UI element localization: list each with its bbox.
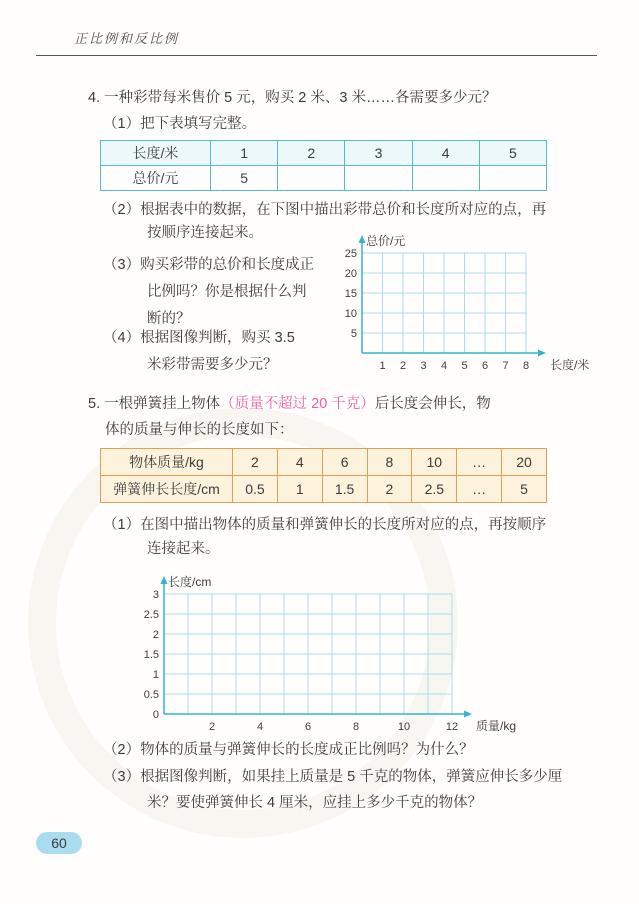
y-tick-label: 3 [152,589,159,601]
value-cell: 3 [345,141,412,166]
x-axis-label: 长度/米 [550,358,590,372]
part-text: 根据图像判断，如果挂上质量是 5 千克的物体，弹簧应伸长多少厘米？要使弹簧伸长 4 厘米，应挂上多少千克的物体？ [140,769,563,811]
y-tick-label: 20 [344,268,357,280]
problem5-part2 [103,739,583,762]
value-cell: 1.5 [322,476,367,503]
part-marker: （3） [103,769,141,785]
x-tick-label: 3 [420,360,427,372]
part-text: 把下表填写完整。 [140,116,257,132]
x-tick-label: 1 [379,360,386,372]
problem4-part3 [103,252,319,333]
problem5-part1 [103,513,551,561]
x-tick-label: 2 [208,721,216,733]
value-cell [479,166,546,191]
chapter-title: 正比例和反比例 [74,31,180,46]
x-tick-label: 4 [440,360,448,372]
x-axis-arrow [538,350,546,357]
problem5-question-highlight: （质量不超过 20 千克） [220,396,375,412]
part-marker: （1） [103,517,141,533]
value-cell: 2 [233,449,278,476]
axes [161,576,473,718]
price-length-table [100,140,547,191]
problem4-title [88,87,588,110]
table-row [101,449,547,476]
problem5-part3 [103,764,565,816]
table-row [101,476,547,503]
y-tick-label: 1 [152,669,159,681]
part-marker: （3） [103,257,141,273]
page-number: 60 [51,835,67,851]
y-tick-label: 1.5 [143,649,159,661]
y-tick-label: 10 [344,308,357,320]
value-cell: … [457,476,502,503]
x-axis-label: 质量/kg [476,719,517,733]
table-row [101,141,547,166]
part-marker: （1） [103,116,141,132]
row-header-cell: 弹簧伸长长度/cm [101,476,233,503]
row-header-cell: 长度/米 [101,141,211,166]
y-tick-label: 5 [350,328,357,340]
x-tick-label: 5 [461,360,468,372]
value-cell: 6 [322,449,367,476]
table-row [101,166,547,191]
y-tick-label: 15 [344,288,357,300]
y-axis-arrow [161,576,168,584]
price-length-chart [336,227,606,382]
y-tick-label: 2 [152,629,159,641]
value-cell [345,166,412,191]
value-cell: 2.5 [412,476,457,503]
y-tick-label: 0.5 [143,689,159,701]
part-text: 物体的质量与弹簧伸长的长度成正比例吗？为什么？ [140,742,474,758]
problem4-part1 [103,113,543,136]
part-text: 根据图像判断，购买 3.5 米彩带需要多少元？ [140,330,295,373]
problem5-question-prefix: 一根弹簧挂上物体 [104,396,221,412]
x-tick-label: 4 [256,721,264,733]
y-axis-arrow [359,235,366,243]
part-marker: （2） [103,742,141,758]
part-marker: （2） [103,202,141,218]
value-cell: 5 [211,166,278,191]
value-cell: 8 [367,449,412,476]
value-cell: 2 [367,476,412,503]
part-text: 购买彩带的总价和长度成正比例吗？你是根据什么判断的？ [140,257,315,327]
value-cell [278,166,345,191]
value-cell: 4 [412,141,479,166]
y-tick-label: 2.5 [143,609,159,621]
mass-stretch-grid-svg [128,568,532,738]
x-axis-arrow [464,711,472,718]
x-tick-label: 2 [399,360,407,372]
price-length-grid-svg [336,227,606,377]
part-text: 在图中描出物体的质量和弹簧伸长的长度所对应的点，再按顺序连接起来。 [140,517,547,557]
page-number-badge [36,832,82,854]
x-tick-label: 6 [481,360,489,372]
x-tick-label: 10 [397,721,411,733]
mass-stretch-table [100,448,547,503]
grid-lines [164,594,452,714]
value-cell [412,166,479,191]
x-tick-label: 7 [502,360,509,372]
row-header-cell: 物体质量/kg [101,449,233,476]
x-tick-label: 6 [304,721,312,733]
header-rule [36,55,597,56]
y-tick-label: 0 [152,709,159,721]
value-cell: … [457,449,502,476]
x-tick-label: 8 [522,360,530,372]
problem5-number: 5. [88,396,101,412]
value-cell: 20 [502,449,547,476]
grid-lines [362,253,526,353]
value-cell: 10 [412,449,457,476]
problem4-question: 一种彩带每米售价 5 元，购买 2 米、3 米……各需要多少元？ [104,90,497,106]
value-cell: 1 [211,141,278,166]
problem4-number: 4. [88,90,101,106]
mass-stretch-chart [128,568,532,743]
x-tick-label: 8 [352,721,360,733]
part-marker: （4） [103,330,141,346]
row-header-cell: 总价/元 [101,166,211,191]
value-cell: 5 [479,141,546,166]
y-axis-label: 长度/cm [168,575,212,589]
value-cell: 0.5 [233,476,278,503]
value-cell: 4 [277,449,322,476]
value-cell: 2 [278,141,345,166]
problem5-title [88,391,492,443]
problem4-part4 [103,325,313,379]
y-axis-label: 总价/元 [366,234,406,248]
y-tick-label: 25 [344,248,357,260]
part-text: 根据表中的数据，在下图中描出彩带总价和长度所对应的点，再按顺序连接起来。 [140,202,547,241]
problem5-question-suffix: 后长度会伸长，物体的质量与伸长的长度如下： [105,396,491,438]
value-cell: 1 [277,476,322,503]
value-cell: 5 [502,476,547,503]
x-tick-label: 12 [445,721,459,733]
